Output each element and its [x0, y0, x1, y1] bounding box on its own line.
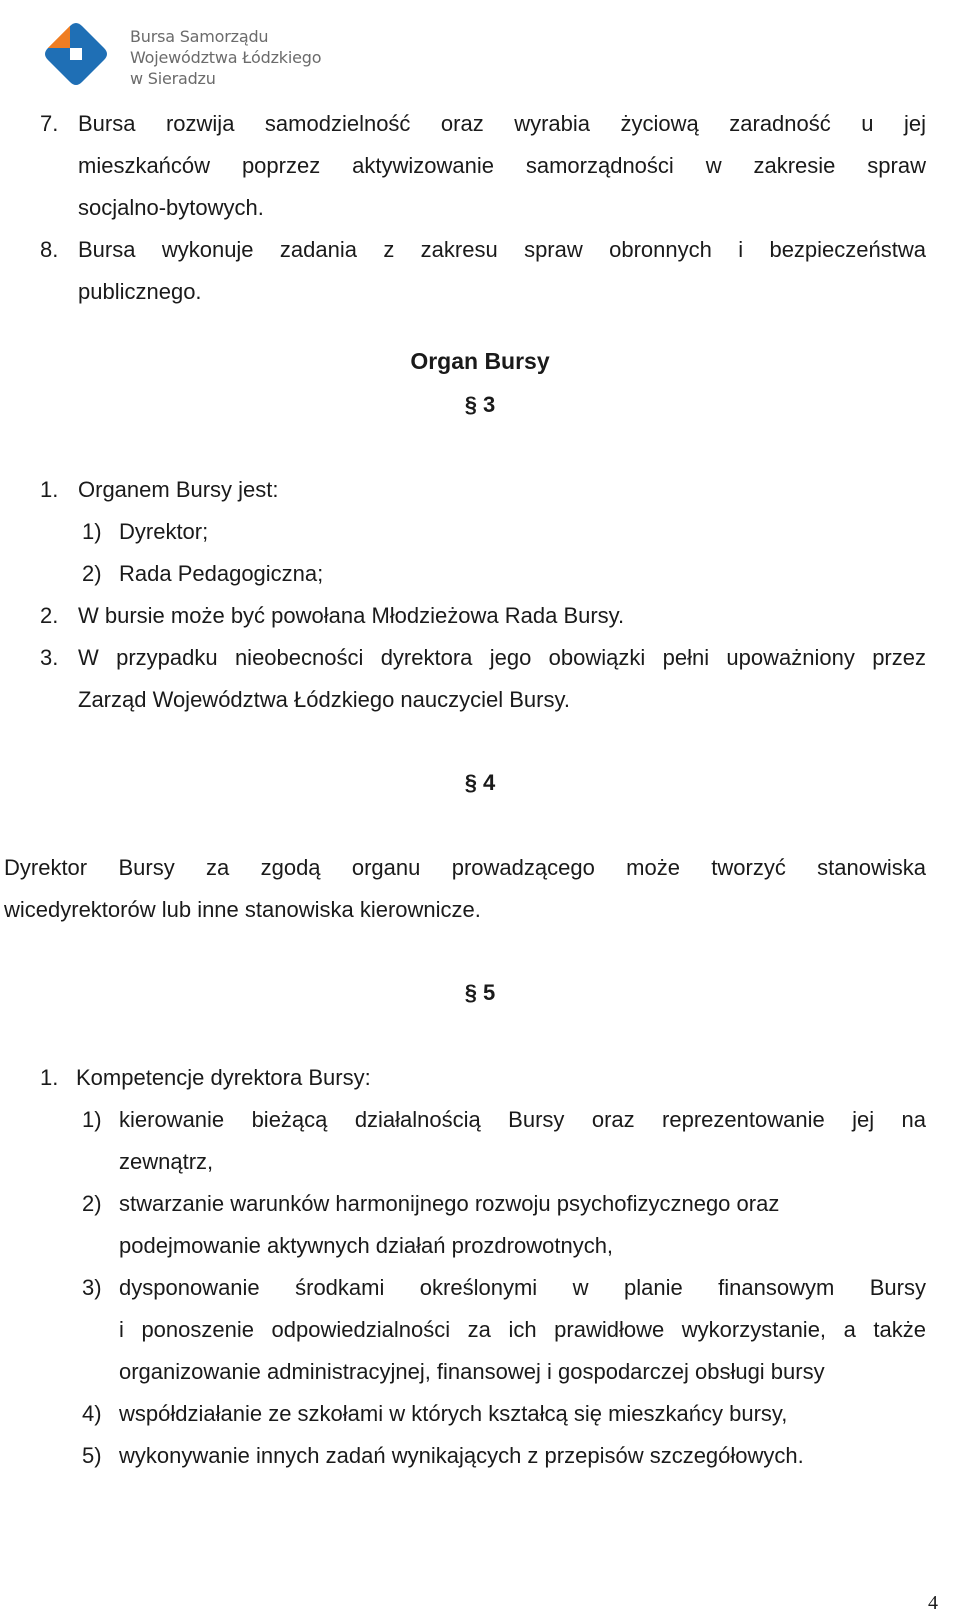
subitem-number: 1)	[82, 519, 102, 544]
subitem-text-line: zewnątrz,	[119, 1149, 214, 1174]
bursa-logo	[40, 18, 340, 98]
subitem-text: Rada Pedagogiczna;	[119, 561, 324, 586]
paragraph-text-line: wicedyrektorów lub inne stanowiska kierownicze.	[4, 897, 481, 922]
item-number: 1.	[40, 1065, 59, 1090]
item-text-line: publicznego.	[78, 279, 202, 304]
subitem-text-line: organizowanie administracyjnej, finansowej i gospodarczej obsługi bursy	[119, 1359, 825, 1384]
logo-line: Bursa Samorządu	[130, 27, 269, 46]
item-text-line: mieszkańców poprzez aktywizowanie samorządności w zakresie spraw	[78, 153, 926, 178]
subitem-text: Dyrektor;	[119, 519, 209, 544]
item-text-line: Kompetencje dyrektora Bursy:	[76, 1065, 371, 1090]
subitem-text-line: podejmowanie aktywnych działań prozdrowotnych,	[119, 1233, 614, 1258]
item-text-line: W przypadku nieobecności dyrektora jego obowiązki pełni upoważniony przez	[78, 645, 926, 670]
item-number: 8.	[40, 237, 59, 262]
subitem-number: 3)	[82, 1275, 102, 1300]
page-number: 4	[928, 1592, 938, 1614]
subitem-number: 5)	[82, 1443, 102, 1468]
item-number: 2.	[40, 603, 59, 628]
subitem-number: 2)	[82, 561, 102, 586]
bursa-cross-icon	[40, 18, 112, 90]
paragraph-number: § 4	[464, 770, 496, 795]
subitem-text-line: dysponowanie środkami określonymi w planie finansowym Bursy	[119, 1275, 926, 1300]
subitem-text-line: współdziałanie ze szkołami w których kształcą się mieszkańcy bursy,	[119, 1401, 788, 1426]
subitem-text-line: i ponoszenie odpowiedzialności za ich prawidłowe wykorzystanie, a także	[119, 1317, 926, 1342]
item-number: 3.	[40, 645, 59, 670]
logo-line: w Sieradzu	[130, 69, 216, 88]
item-text-line: W bursie może być powołana Młodzieżowa Rada Bursy.	[78, 603, 625, 628]
subitem-text-line: kierowanie bieżącą działalnością Bursy oraz reprezentowanie jej na	[119, 1107, 926, 1132]
subitem-number: 4)	[82, 1401, 102, 1426]
item-text-line: socjalno-bytowych.	[78, 195, 264, 220]
item-number: 7.	[40, 111, 59, 136]
item-text-line: Bursa rozwija samodzielność oraz wyrabia życiową zaradność u jej	[78, 111, 926, 136]
subitem-number: 1)	[82, 1107, 102, 1132]
logo-text	[130, 26, 321, 89]
section-title: Organ Bursy	[410, 348, 550, 374]
item-text-line: Bursa wykonuje zadania z zakresu spraw obronnych i bezpieczeństwa	[78, 237, 926, 262]
paragraph-number: § 5	[464, 980, 496, 1005]
item-text-line: Zarząd Województwa Łódzkiego nauczyciel Bursy.	[78, 687, 570, 712]
paragraph-number: § 3	[464, 392, 496, 417]
subitem-text-line: stwarzanie warunków harmonijnego rozwoju psychofizycznego oraz	[119, 1191, 780, 1216]
paragraph-text-line: Dyrektor Bursy za zgodą organu prowadzącego może tworzyć stanowiska	[4, 855, 926, 880]
item-text-line: Organem Bursy jest:	[78, 477, 279, 502]
subitem-text-line: wykonywanie innych zadań wynikających z przepisów szczegółowych.	[119, 1443, 804, 1468]
logo-line: Województwa Łódzkiego	[130, 48, 322, 67]
item-number: 1.	[40, 477, 59, 502]
subitem-number: 2)	[82, 1191, 102, 1216]
